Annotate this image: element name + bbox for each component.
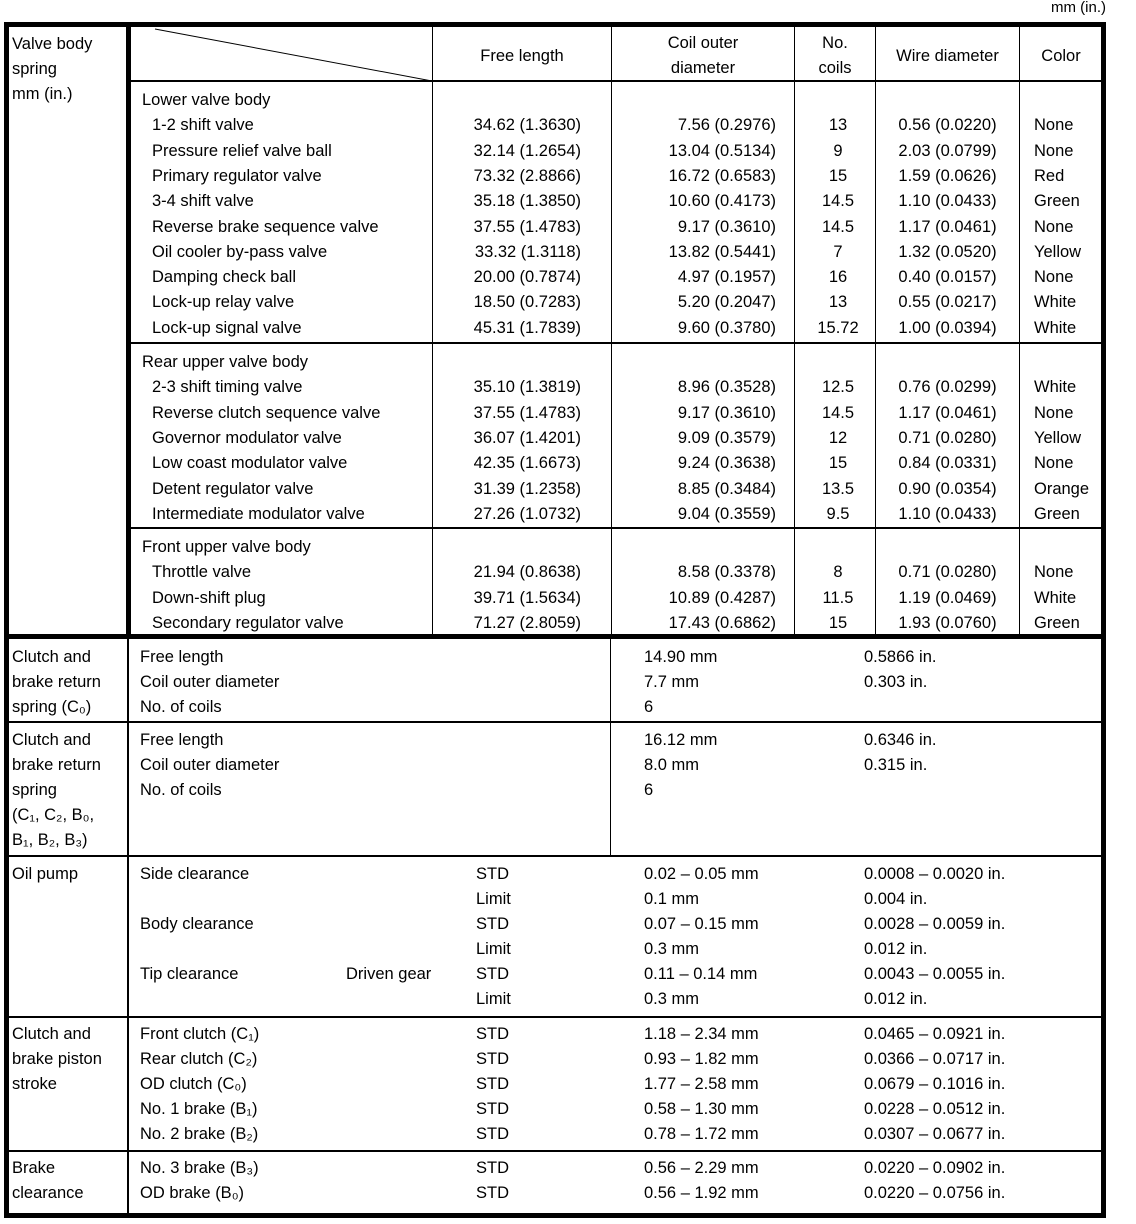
divider: [9, 721, 1101, 723]
no-coils-value: 7: [833, 243, 843, 261]
section-label: B₁, B₂, B₃): [12, 831, 88, 849]
coil-outer-value: 9.60 (0.3780): [677, 319, 776, 337]
valve-name: 1-2 shift valve: [152, 116, 254, 134]
no-coils-value: 13: [828, 116, 848, 134]
wire-diameter-value: 1.17 (0.0461): [898, 404, 997, 422]
valve-name: Primary regulator valve: [152, 167, 322, 185]
free-length-value: 73.32 (2.8866): [473, 167, 581, 185]
free-length-value: 33.32 (1.3118): [474, 243, 581, 261]
spec-condition: Limit: [476, 990, 511, 1008]
divider: [9, 1016, 1101, 1018]
header-no-coils-1: No.: [822, 34, 848, 52]
spec-item: No. 3 brake (B₃): [140, 1159, 259, 1177]
section-label: Oil pump: [12, 865, 79, 883]
valve-name: Lock-up relay valve: [152, 293, 295, 311]
valve-name: Low coast modulator valve: [152, 454, 348, 472]
spec-mm-value: 0.56 – 1.92 mm: [644, 1184, 759, 1202]
color-value: None: [1034, 454, 1074, 472]
section-label: (C₁, C₂, B₀,: [12, 806, 95, 824]
wire-diameter-value: 0.76 (0.0299): [898, 378, 997, 396]
header-color: Color: [1041, 47, 1081, 65]
no-coils-value: 16: [828, 268, 848, 286]
spec-mm-value: 1.18 – 2.34 mm: [644, 1025, 759, 1043]
valve-name: Throttle valve: [152, 563, 252, 581]
header-coil-outer-1: Coil outer: [667, 34, 739, 52]
divider: [610, 638, 611, 856]
spec-inch-value: 0.0228 – 0.0512 in.: [864, 1100, 1006, 1118]
spec-inch-value: 0.5866 in.: [864, 648, 937, 666]
section-label: brake return: [12, 673, 101, 691]
valve-name: Oil cooler by-pass valve: [152, 243, 328, 261]
spec-mm-value: 0.07 – 0.15 mm: [644, 915, 759, 933]
spec-item: Coil outer diameter: [140, 756, 280, 774]
free-length-value: 21.94 (0.8638): [473, 563, 581, 581]
wire-diameter-value: 0.40 (0.0157): [898, 268, 997, 286]
no-coils-value: 15.72: [817, 319, 859, 337]
no-coils-value: 11.5: [822, 589, 854, 607]
free-length-value: 71.27 (2.8059): [473, 614, 581, 632]
spec-inch-value: 0.303 in.: [864, 673, 928, 691]
wire-diameter-value: 1.32 (0.0520): [898, 243, 997, 261]
valve-name: Lock-up signal valve: [152, 319, 302, 337]
no-coils-value: 9: [833, 142, 843, 160]
wire-diameter-value: 1.10 (0.0433): [898, 192, 997, 210]
no-coils-value: 15: [828, 167, 848, 185]
spec-condition: STD: [476, 1159, 509, 1177]
section-label: stroke: [12, 1075, 57, 1093]
color-value: None: [1034, 268, 1074, 286]
header-free-length: Free length: [480, 47, 564, 65]
spec-item: Rear clutch (C₂): [140, 1050, 258, 1068]
wire-diameter-value: 2.03 (0.0799): [898, 142, 997, 160]
spec-inch-value: 0.315 in.: [864, 756, 928, 774]
header-no-coils-2: coils: [818, 59, 852, 77]
spec-condition: STD: [476, 915, 509, 933]
spec-mm-value: 0.11 – 0.14 mm: [644, 965, 758, 983]
color-value: Yellow: [1034, 243, 1082, 261]
wire-diameter-value: 1.10 (0.0433): [898, 505, 997, 523]
color-value: None: [1034, 116, 1074, 134]
spec-inch-value: 0.0008 – 0.0020 in.: [864, 865, 1006, 883]
spec-item: Free length: [140, 648, 224, 666]
spec-mm-value: 0.56 – 2.29 mm: [644, 1159, 759, 1177]
divider: [9, 634, 1101, 639]
spec-condition: STD: [476, 1075, 509, 1093]
free-length-value: 37.55 (1.4783): [473, 404, 581, 422]
header-coil-outer-2: diameter: [670, 59, 736, 77]
section-label: spring: [12, 781, 57, 799]
coil-outer-value: 9.17 (0.3610): [677, 218, 776, 236]
free-length-value: 37.55 (1.4783): [473, 218, 581, 236]
coil-outer-value: 9.17 (0.3610): [677, 404, 776, 422]
valve-name: Detent regulator valve: [152, 480, 314, 498]
spec-item: OD clutch (C₀): [140, 1075, 247, 1093]
valve-name: Secondary regulator valve: [152, 614, 344, 632]
color-value: Red: [1034, 167, 1065, 185]
no-coils-value: 14.5: [821, 192, 855, 210]
no-coils-value: 8: [833, 563, 843, 581]
group-title: Lower valve body: [142, 91, 271, 109]
spec-inch-value: 0.0679 – 0.1016 in.: [864, 1075, 1006, 1093]
spec-mm-value: 14.90 mm: [644, 648, 718, 666]
spec-inch-value: 0.0220 – 0.0902 in.: [864, 1159, 1006, 1177]
spec-item: Tip clearance: [140, 965, 239, 983]
no-coils-value: 15: [828, 614, 848, 632]
free-length-value: 31.39 (1.2358): [473, 480, 581, 498]
section-label: spring (C₀): [12, 698, 92, 716]
coil-outer-value: 13.82 (0.5441): [668, 243, 776, 261]
spec-inch-value: 0.0465 – 0.0921 in.: [864, 1025, 1006, 1043]
free-length-value: 45.31 (1.7839): [473, 319, 581, 337]
spec-mm-value: 0.1 mm: [644, 890, 700, 908]
spec-item: Free length: [140, 731, 224, 749]
valve-name: Damping check ball: [152, 268, 296, 286]
free-length-value: 32.14 (1.2654): [473, 142, 581, 160]
spec-condition: STD: [476, 865, 509, 883]
coil-outer-value: 9.24 (0.3638): [677, 454, 776, 472]
free-length-value: 36.07 (1.4201): [473, 429, 581, 447]
coil-outer-value: 10.60 (0.4173): [668, 192, 776, 210]
spec-item: Front clutch (C₁): [140, 1025, 260, 1043]
color-value: None: [1034, 218, 1074, 236]
header-wire-diameter: Wire diameter: [896, 47, 999, 65]
divider: [126, 27, 131, 638]
spec-inch-value: 0.004 in.: [864, 890, 928, 908]
coil-outer-value: 8.85 (0.3484): [677, 480, 776, 498]
free-length-value: 34.62 (1.3630): [473, 116, 581, 134]
spec-inch-value: 0.012 in.: [864, 940, 928, 958]
spec-inch-value: 0.0220 – 0.0756 in.: [864, 1184, 1006, 1202]
no-coils-value: 12.5: [821, 378, 855, 396]
color-value: None: [1034, 404, 1074, 422]
wire-diameter-value: 0.56 (0.0220): [898, 116, 997, 134]
spec-inch-value: 0.6346 in.: [864, 731, 937, 749]
coil-outer-value: 10.89 (0.4287): [668, 589, 776, 607]
spec-condition: STD: [476, 1184, 509, 1202]
color-value: Orange: [1034, 480, 1090, 498]
color-value: Green: [1034, 505, 1080, 523]
spec-condition: Limit: [476, 940, 511, 958]
valve-name: Pressure relief valve ball: [152, 142, 332, 160]
divider: [127, 638, 129, 1214]
spec-item: No. of coils: [140, 781, 222, 799]
spec-mm-value: 16.12 mm: [644, 731, 718, 749]
free-length-value: 35.18 (1.3850): [473, 192, 581, 210]
spec-item: No. 1 brake (B₁): [140, 1100, 258, 1118]
valve-name: Reverse brake sequence valve: [152, 218, 379, 236]
wire-diameter-value: 1.19 (0.0469): [898, 589, 997, 607]
spec-mm-value: 0.3 mm: [644, 940, 700, 958]
spec-inch-value: 0.0028 – 0.0059 in.: [864, 915, 1006, 933]
section-label: brake return: [12, 756, 101, 774]
coil-outer-value: 9.09 (0.3579): [677, 429, 776, 447]
color-value: White: [1034, 293, 1077, 311]
coil-outer-value: 9.04 (0.3559): [677, 505, 776, 523]
color-value: White: [1034, 378, 1077, 396]
valve-body-label-2: spring: [12, 60, 57, 78]
divider: [1019, 27, 1020, 638]
spec-item: No. of coils: [140, 698, 222, 716]
spec-mm-value: 0.3 mm: [644, 990, 700, 1008]
wire-diameter-value: 0.55 (0.0217): [898, 293, 997, 311]
spec-condition: STD: [476, 965, 509, 983]
spec-mm-value: 7.7 mm: [644, 673, 700, 691]
wire-diameter-value: 1.17 (0.0461): [898, 218, 997, 236]
color-value: Yellow: [1034, 429, 1082, 447]
free-length-value: 20.00 (0.7874): [473, 268, 581, 286]
divider: [9, 855, 1101, 857]
wire-diameter-value: 1.59 (0.0626): [898, 167, 997, 185]
spec-condition: STD: [476, 1125, 509, 1143]
spec-condition: STD: [476, 1025, 509, 1043]
no-coils-value: 13.5: [821, 480, 855, 498]
valve-name: Down-shift plug: [152, 589, 266, 607]
spec-item: No. 2 brake (B₂): [140, 1125, 259, 1143]
spec-inch-value: 0.0307 – 0.0677 in.: [864, 1125, 1006, 1143]
coil-outer-value: 5.20 (0.2047): [677, 293, 776, 311]
color-value: White: [1034, 319, 1077, 337]
header-diagonal: [131, 27, 432, 81]
wire-diameter-value: 1.00 (0.0394): [898, 319, 997, 337]
spec-item: Coil outer diameter: [140, 673, 280, 691]
valve-name: Reverse clutch sequence valve: [152, 404, 381, 422]
section-label: Clutch and: [12, 1025, 91, 1043]
spec-mm-value: 8.0 mm: [644, 756, 700, 774]
spec-mm-value: 6: [644, 781, 654, 799]
free-length-value: 35.10 (1.3819): [473, 378, 581, 396]
free-length-value: 42.35 (1.6673): [473, 454, 581, 472]
valve-body-label-1: Valve body: [12, 35, 93, 53]
no-coils-value: 13: [828, 293, 848, 311]
color-value: Green: [1034, 192, 1080, 210]
spec-sub-item: Driven gear: [346, 965, 432, 983]
coil-outer-value: 8.58 (0.3378): [677, 563, 776, 581]
color-value: None: [1034, 563, 1074, 581]
divider: [131, 527, 1101, 529]
wire-diameter-value: 0.71 (0.0280): [898, 429, 997, 447]
coil-outer-value: 13.04 (0.5134): [668, 142, 776, 160]
color-value: White: [1034, 589, 1077, 607]
spec-mm-value: 0.78 – 1.72 mm: [644, 1125, 759, 1143]
no-coils-value: 12: [828, 429, 848, 447]
section-label: brake piston: [12, 1050, 102, 1068]
spec-mm-value: 0.58 – 1.30 mm: [644, 1100, 759, 1118]
section-label: Clutch and: [12, 731, 91, 749]
coil-outer-value: 16.72 (0.6583): [668, 167, 776, 185]
coil-outer-value: 4.97 (0.1957): [677, 268, 776, 286]
no-coils-value: 14.5: [821, 404, 855, 422]
valve-name: 2-3 shift timing valve: [152, 378, 303, 396]
section-label: Clutch and: [12, 648, 91, 666]
spec-inch-value: 0.0043 – 0.0055 in.: [864, 965, 1006, 983]
wire-diameter-value: 0.71 (0.0280): [898, 563, 997, 581]
valve-name: 3-4 shift valve: [152, 192, 254, 210]
spec-condition: STD: [476, 1100, 509, 1118]
coil-outer-value: 8.96 (0.3528): [677, 378, 776, 396]
spec-item: Body clearance: [140, 915, 254, 933]
divider: [9, 1150, 1101, 1152]
free-length-value: 39.71 (1.5634): [473, 589, 581, 607]
spec-inch-value: 0.012 in.: [864, 990, 928, 1008]
wire-diameter-value: 1.93 (0.0760): [898, 614, 997, 632]
coil-outer-value: 7.56 (0.2976): [677, 116, 776, 134]
spec-mm-value: 0.02 – 0.05 mm: [644, 865, 759, 883]
wire-diameter-value: 0.84 (0.0331): [898, 454, 997, 472]
wire-diameter-value: 0.90 (0.0354): [898, 480, 997, 498]
no-coils-value: 9.5: [826, 505, 850, 523]
valve-body-label-3: mm (in.): [12, 85, 73, 103]
spec-mm-value: 0.93 – 1.82 mm: [644, 1050, 759, 1068]
spec-inch-value: 0.0366 – 0.0717 in.: [864, 1050, 1006, 1068]
spec-mm-value: 1.77 – 2.58 mm: [644, 1075, 759, 1093]
section-label: clearance: [12, 1184, 84, 1202]
group-title: Rear upper valve body: [142, 353, 309, 371]
color-value: Green: [1034, 614, 1080, 632]
spec-condition: Limit: [476, 890, 511, 908]
color-value: None: [1034, 142, 1074, 160]
unit-label: mm (in.): [1051, 0, 1106, 16]
group-title: Front upper valve body: [142, 538, 311, 556]
valve-name: Governor modulator valve: [152, 429, 342, 447]
spec-item: OD brake (B₀): [140, 1184, 245, 1202]
free-length-value: 18.50 (0.7283): [473, 293, 581, 311]
divider: [131, 342, 1101, 344]
spec-item: Side clearance: [140, 865, 250, 883]
spec-mm-value: 6: [644, 698, 654, 716]
section-label: Brake: [12, 1159, 56, 1177]
no-coils-value: 14.5: [821, 218, 855, 236]
spec-condition: STD: [476, 1050, 509, 1068]
valve-name: Intermediate modulator valve: [152, 505, 365, 523]
no-coils-value: 15: [828, 454, 848, 472]
coil-outer-value: 17.43 (0.6862): [668, 614, 776, 632]
free-length-value: 27.26 (1.0732): [473, 505, 581, 523]
